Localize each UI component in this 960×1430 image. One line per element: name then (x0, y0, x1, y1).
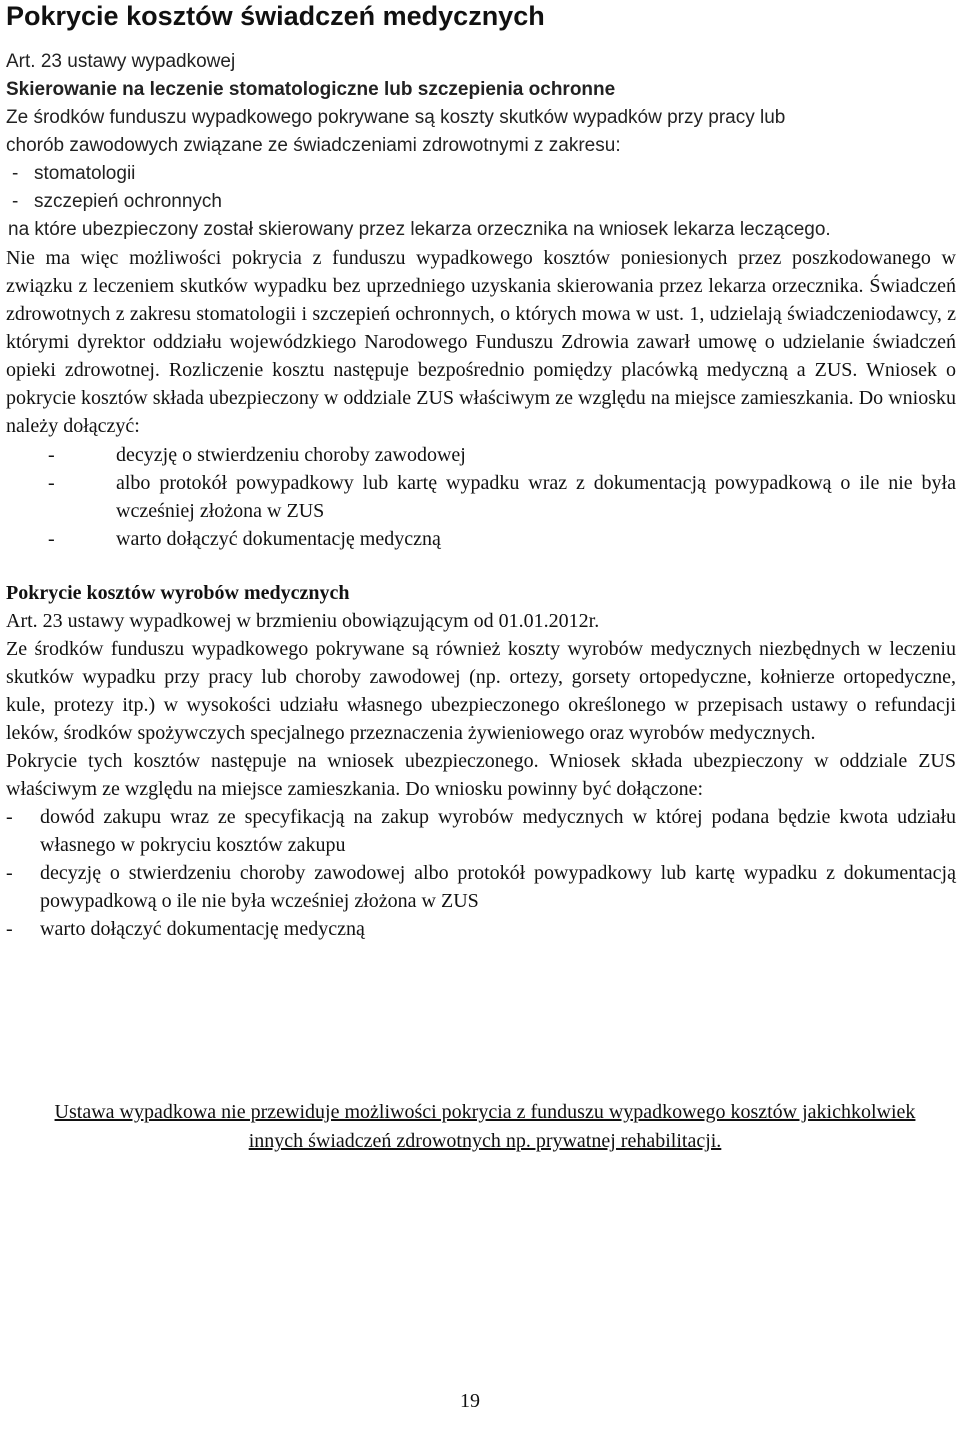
attachment-text: dowód zakupu wraz ze specyfikacją na zakup wyrobów medycznych w której podana będzie kwota udziału własnego w pokryciu kosztów zakupu (40, 806, 956, 856)
list-dash: - (12, 191, 19, 212)
page-number: 19 (460, 1390, 480, 1412)
attachment-text: warto dołączyć dokumentację medyczną (40, 918, 365, 940)
list-dash: - (6, 862, 13, 884)
section1-subtitle: Skierowanie na leczenie stomatologiczne lub szczepienia ochronne (6, 79, 616, 100)
section1-attachment (6, 441, 956, 469)
list-dash: - (12, 163, 19, 184)
section1-list-item (6, 188, 956, 216)
section1-attachment (6, 469, 956, 525)
section2-paragraph2: Pokrycie tych kosztów następuje na wniosek ubezpieczonego. Wniosek składa ubezpieczony w oddziale ZUS właściwym ze względu na miejsce zamieszkania. Do wniosku powinny być dołączone: (6, 750, 956, 800)
document-page (6, 0, 956, 943)
list-item-text: szczepień ochronnych (34, 191, 222, 212)
section2-attachment (6, 915, 956, 943)
section1-intro-line2: chorób zawodowych związane ze świadczeniami zdrowotnymi z zakresu: (6, 135, 621, 156)
section1-after-items: na które ubezpieczony został skierowany przez lekarza orzecznika na wniosek lekarza leczącego. (8, 219, 831, 240)
attachment-text: decyzję o stwierdzeniu choroby zawodowej (116, 444, 466, 466)
section2-title: Pokrycie kosztów wyrobów medycznych (6, 582, 350, 604)
section1-attachment (6, 525, 956, 553)
section2-attachment (6, 803, 956, 859)
section1-article: Art. 23 ustawy wypadkowej (6, 51, 236, 72)
section1-title: Pokrycie kosztów świadczeń medycznych (6, 1, 545, 31)
section2-paragraph1: Ze środków funduszu wypadkowego pokrywane są również koszty wyrobów medycznych niezbędnych w leczeniu skutków wypadku przy pracy lub choroby zawodowej (np. ortezy, gorsety ortopedyczne, kołnierze ortopedyczne, kule, protezy itp.) w wysokości udziału własnego ubezpieczonego określonego w przepisach ustawy o refundacji leków, środków spożywczych specjalnego przeznaczenia żywieniowego oraz wyrobów medycznych. (6, 638, 956, 744)
list-dash: - (48, 444, 55, 466)
section1-paragraph: Nie ma więc możliwości pokrycia z funduszu wypadkowego kosztów poniesionych przez poszkodowanego w związku z leczeniem skutków wypadku bez uprzedniego uzyskania skierowania przez lekarza orzecznika. Świadczeń zdrowotnych z zakresu stomatologii i szczepień ochronnych, o których mowa w ust. 1, udzielają świadczeniodawcy, z którymi dyrektor oddziału wojewódzkiego Narodowego Funduszu Zdrowia zawarł umowę o udzielanie świadczeń opieki zdrowotnej. Rozliczenie kosztu następuje bezpośrednio pomiędzy placówką medyczną a ZUS. Wniosek o pokrycie kosztów składa ubezpieczony w oddziale ZUS właściwym ze względu na miejsce zamieszkania. Do wniosku należy dołączyć: (6, 247, 956, 437)
list-dash: - (6, 918, 13, 940)
list-dash: - (48, 472, 55, 494)
footer-note: Ustawa wypadkowa nie przewiduje możliwości pokrycia z funduszu wypadkowego kosztów jakichkolwiek innych świadczeń zdrowotnych np. prywatnej rehabilitacji. (54, 1101, 916, 1152)
section2-article: Art. 23 ustawy wypadkowej w brzmieniu obowiązującym od 01.01.2012r. (6, 610, 600, 632)
list-dash: - (6, 806, 13, 828)
attachment-text: warto dołączyć dokumentację medyczną (116, 528, 441, 550)
section2-attachment (6, 859, 956, 915)
section1-list-item (6, 160, 956, 188)
attachment-text: albo protokół powypadkowy lub kartę wypadku wraz z dokumentacją powypadkową o ile nie była wcześniej złożona w ZUS (116, 472, 956, 522)
section1-intro-line1: Ze środków funduszu wypadkowego pokrywane są koszty skutków wypadków przy pracy lub (6, 107, 786, 128)
list-dash: - (48, 528, 55, 550)
list-item-text: stomatologii (34, 163, 136, 184)
attachment-text: decyzję o stwierdzeniu choroby zawodowej albo protokół powypadkowy lub kartę wypadku z dokumentacją powypadkową o ile nie była wcześniej złożona w ZUS (40, 862, 956, 912)
